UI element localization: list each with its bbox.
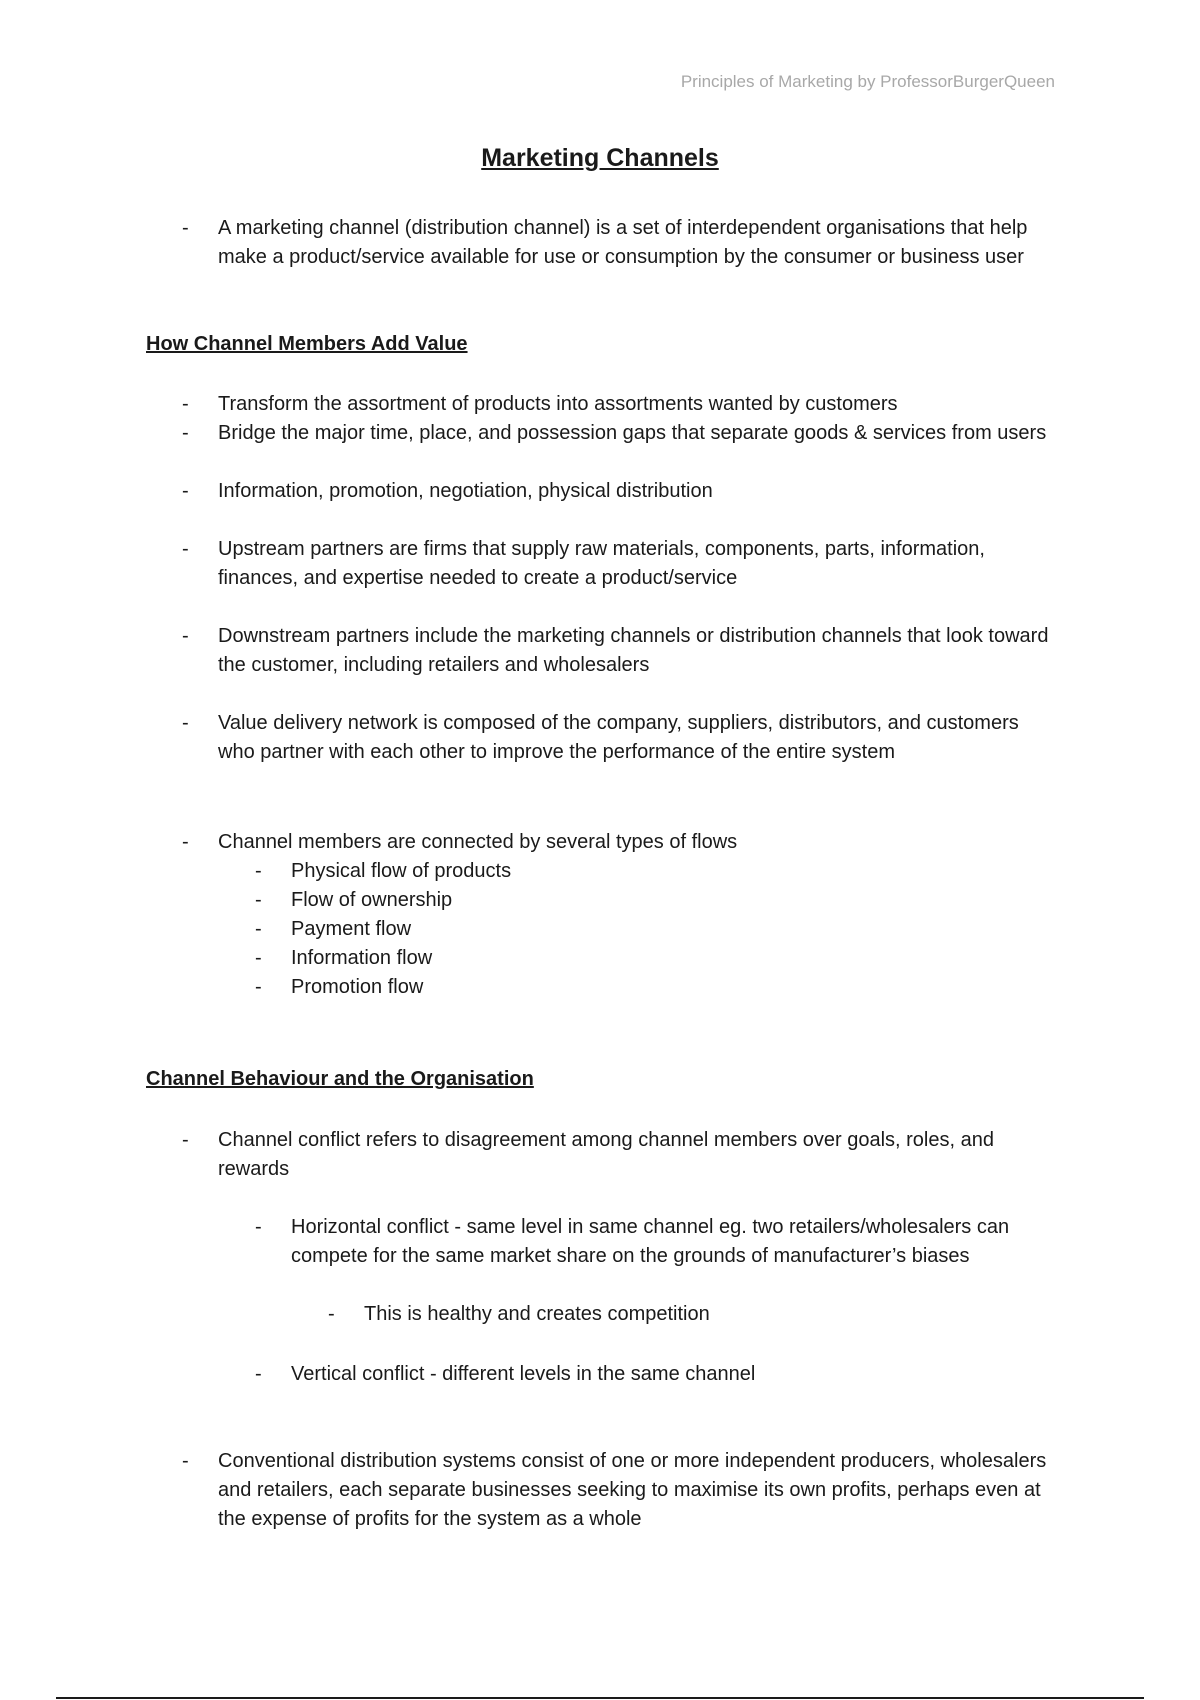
item-text: Value delivery network is composed of the company, suppliers, distributors, and customers who partner with each other to improve the performance of the entire system (218, 712, 1019, 763)
bullet-dash: - (255, 1216, 262, 1238)
item-text: Transform the assortment of products into assortments wanted by customers (218, 393, 898, 415)
footer-rule (56, 1697, 1144, 1699)
item-text: Flow of ownership (291, 889, 453, 911)
sub-sub-list-item (328, 1300, 1064, 1329)
header-note: Principles of Marketing by ProfessorBurgerQueen (680, 72, 1055, 91)
bullet-dash: - (255, 860, 262, 882)
list-item (182, 214, 1058, 272)
bullet-dash: - (182, 1129, 189, 1151)
bullet-dash: - (182, 217, 189, 239)
sub-list-item (255, 1213, 1071, 1271)
bullet-dash: - (182, 712, 189, 734)
item-text: Information flow (291, 947, 433, 969)
item-text: This is healthy and creates competition (364, 1303, 710, 1325)
sub-list-item (255, 886, 1071, 915)
bullet-dash: - (328, 1303, 335, 1325)
item-text: Channel members are connected by several types of flows (218, 831, 738, 853)
item-text: Conventional distribution systems consist of one or more independent producers, wholesalers and retailers, each separate businesses seeking to maximise its own profits, perhaps even at the expense of profits for the system as a whole (218, 1450, 1047, 1530)
item-text: Promotion flow (291, 976, 424, 998)
bullet-dash: - (182, 831, 189, 853)
list-item (182, 828, 1058, 857)
bullet-dash: - (182, 393, 189, 415)
section-heading-add-value: How Channel Members Add Value (146, 333, 468, 355)
item-text: Channel conflict refers to disagreement among channel members over goals, roles, and rewards (218, 1129, 994, 1180)
item-text: Physical flow of products (291, 860, 512, 882)
list-item (182, 419, 1058, 448)
list-item (182, 1126, 1058, 1184)
sub-list-item (255, 857, 1071, 886)
sub-list-item (255, 973, 1071, 1002)
bullet-dash: - (255, 976, 262, 998)
item-text: Information, promotion, negotiation, physical distribution (218, 480, 713, 502)
bullet-dash: - (255, 918, 262, 940)
list-item (182, 1447, 1058, 1534)
sub-list-item (255, 915, 1071, 944)
sub-list-item (255, 1360, 1071, 1389)
item-text: Upstream partners are firms that supply raw materials, components, parts, information, finances, and expertise needed to create a product/service (218, 538, 985, 589)
item-text: Downstream partners include the marketing channels or distribution channels that look toward the customer, including retailers and wholesalers (218, 625, 1049, 676)
list-item (182, 709, 1058, 767)
item-text: Payment flow (291, 918, 412, 940)
list-item (182, 390, 1058, 419)
bullet-dash: - (255, 889, 262, 911)
bullet-dash: - (182, 422, 189, 444)
page-title: Marketing Channels (481, 144, 719, 172)
bullet-dash: - (182, 625, 189, 647)
item-text: Bridge the major time, place, and possession gaps that separate goods & services from users (218, 422, 1047, 444)
sub-list-item (255, 944, 1071, 973)
list-item (182, 535, 1058, 593)
bullet-dash: - (182, 480, 189, 502)
list-item (182, 622, 1058, 680)
bullet-dash: - (182, 1450, 189, 1472)
item-text: Horizontal conflict - same level in same channel eg. two retailers/wholesalers can compete for the same market share on the grounds of manufacturer’s biases (291, 1216, 1010, 1267)
section-heading-channel-behaviour: Channel Behaviour and the Organisation (146, 1068, 534, 1090)
bullet-dash: - (182, 538, 189, 560)
list-item (182, 477, 1058, 506)
item-text: Vertical conflict - different levels in the same channel (291, 1363, 756, 1385)
item-text: A marketing channel (distribution channel) is a set of interdependent organisations that help make a product/service available for use or consumption by the consumer or business user (218, 217, 1028, 268)
bullet-dash: - (255, 1363, 262, 1385)
bullet-dash: - (255, 947, 262, 969)
